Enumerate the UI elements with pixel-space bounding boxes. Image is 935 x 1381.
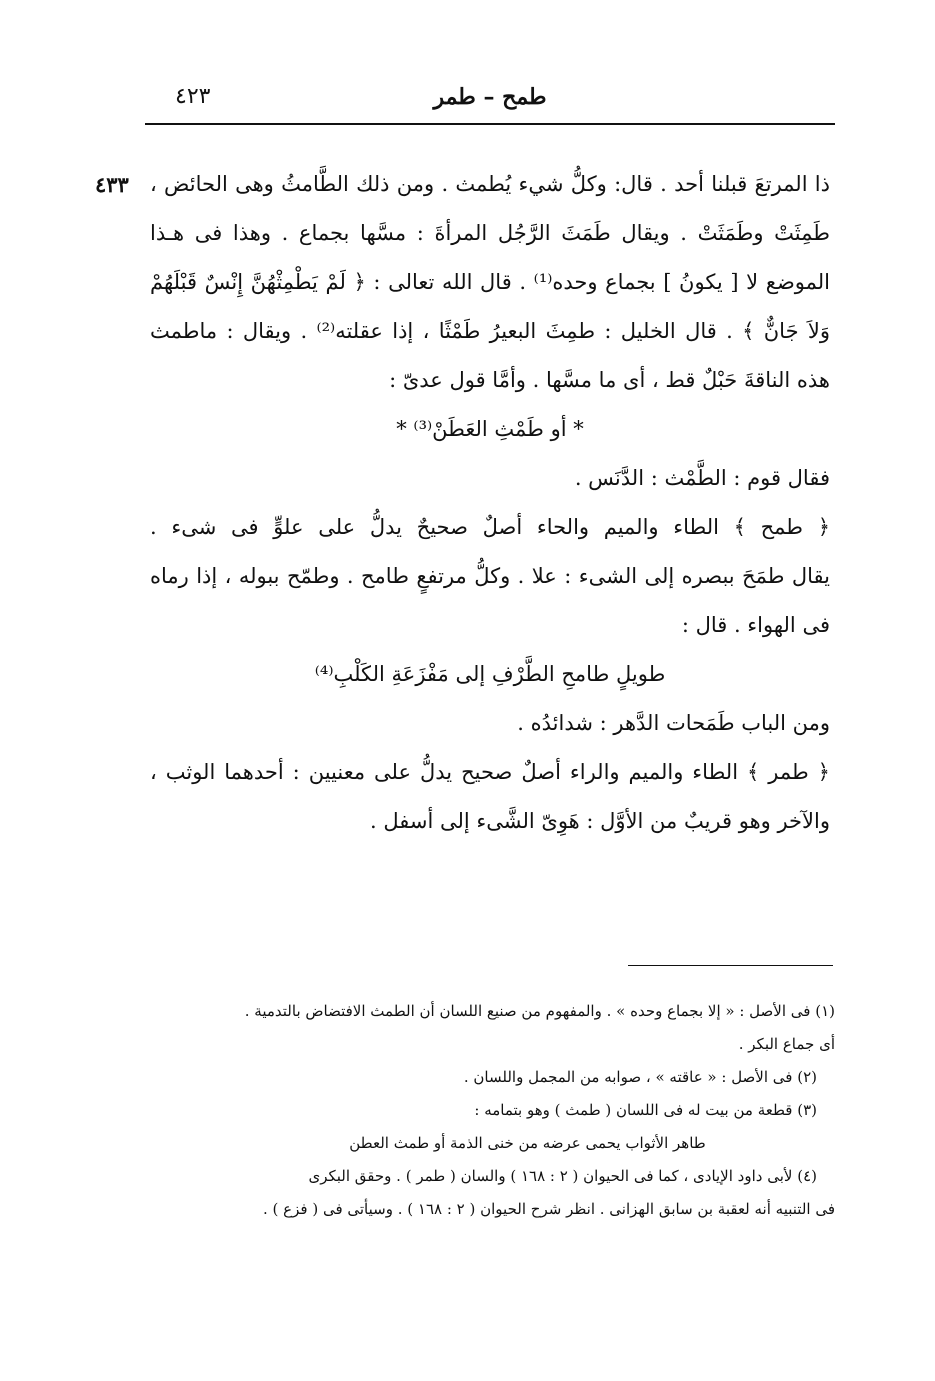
entry-line-tamar: ﴿ طمر ﴾ الطاء والميم والراء أصلٌ صحيح يدلُّ على معنيين : أحدهما الوثب ، bbox=[150, 760, 830, 784]
footnotes bbox=[140, 995, 835, 1226]
footnote-rule bbox=[628, 965, 833, 966]
text-line: الموضع لا [ يكونُ ] بجماع وحده⁽¹⁾ . قال الله تعالى : ﴿ لَمْ يَطْمِثْهُنَّ إِنْسٌ قَبْلَهُمْ bbox=[150, 270, 831, 294]
text-line: ومن الباب طَمَحات الدَّهر : شدائدُه . bbox=[517, 711, 830, 735]
footnote-line: (١) فى الأصل : « إلا بجماع وحده » . والمفهوم من صنيع اللسان أن الطمث الافتضاض بالتدمية . bbox=[244, 1002, 835, 1020]
text-line: فى الهواء . قال : bbox=[681, 613, 830, 637]
margin-number: ٤٣٣ bbox=[95, 172, 129, 197]
page-header bbox=[145, 84, 835, 118]
text-line: ذا المرتعَ قبلنا أحد . قال: وكلُّ شيء يُطمث . ومن ذلك الطَّامثُ وهى الحائض ، bbox=[150, 172, 830, 196]
text-line: هذه الناقةَ حَبْلٌ قط ، أى ما مسَّها . وأمَّا قول عدىّ : bbox=[389, 368, 830, 392]
footnote-line: أى جماع البكر . bbox=[738, 1035, 835, 1053]
text-line: والآخر وهو قريبٌ من الأوَّل : هَوِىّ الشَّىء إلى أسفل . bbox=[369, 809, 830, 833]
footnote-verse: طاهر الأثواب يحمى عرضه من خنى الذمة أو طمث العطن bbox=[349, 1134, 706, 1152]
main-text bbox=[150, 160, 830, 846]
text-line: وَلاَ جَانٌّ ﴾ . قال الخليل : طمِثَ البعيرُ طَمْثًا ، إذا عقلته⁽²⁾ . ويقال : ماطمث bbox=[150, 319, 830, 343]
text-line: يقال طمَحَ ببصره إلى الشىء : علا . وكلُّ مرتفعٍ طامح . وطمّح ببوله ، إذا رماه bbox=[150, 564, 830, 588]
text-line: فقال قوم : الطَّمْث : الدَّنَس . bbox=[574, 466, 830, 490]
running-title: طمح – طمر bbox=[433, 84, 547, 110]
footnote-line: فى التنبيه أنه لعقبة بن سابق الهزانى . انظر شرح الحيوان ( ٢ : ١٦٨ ) . وسيأتى فى ( فزع ) . bbox=[263, 1200, 835, 1218]
verse-line: * أو طَمْثِ العَطَنْ⁽³⁾ * bbox=[396, 417, 584, 441]
footnote-line: (٢) فى الأصل : « عاقته » ، صوابه من المجمل واللسان . bbox=[463, 1068, 817, 1086]
footnote-line: (٣) قطعة من بيت له فى اللسان ( طمث ) وهو بتمامه : bbox=[474, 1101, 817, 1119]
header-rule bbox=[145, 123, 835, 125]
footnote-line: (٤) لأبى داود الإيادى ، كما فى الحيوان ( ٢ : ١٦٨ ) والسان ( طمر ) . وحقق البكرى bbox=[308, 1167, 817, 1185]
entry-line-tamah: ﴿ طمح ﴾ الطاء والميم والحاء أصلٌ صحيحٌ يدلُّ على علوٍّ فى شىء . bbox=[150, 515, 830, 539]
text-line: طَمِثَتْ وطَمَثَتْ . ويقال طَمَثَ الرَّجُل المرأةَ : مسَّها بجماع . وهذا فى هـذا bbox=[150, 221, 830, 245]
page-number: ٤٢٣ bbox=[175, 84, 211, 109]
verse-line: طويلٍ طامحِ الطَّرْفِ إلى مَفْزَعَةِ الكَلْبِ⁽⁴⁾ bbox=[314, 662, 666, 686]
